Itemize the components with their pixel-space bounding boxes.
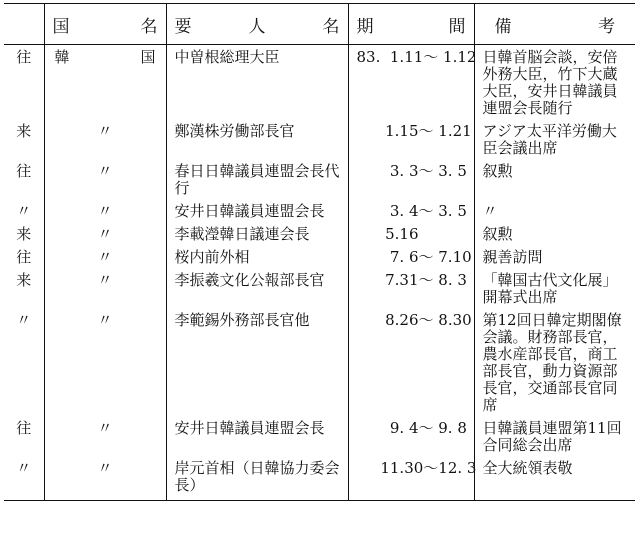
table-row	[4, 119, 635, 159]
country-cell: 〃	[44, 268, 166, 308]
header-person-char: 要	[174, 16, 192, 37]
person-cell: 鄭漢株労働部長官	[166, 119, 348, 159]
person-cell: 春日日韓議員連盟会長代行	[166, 159, 348, 199]
country-char: 韓	[54, 48, 70, 66]
country-cell: 〃	[44, 245, 166, 268]
period-cell: 3. 3～ 3. 5	[348, 159, 474, 199]
period-cell: 8.26～ 8.30	[348, 308, 474, 416]
period-cell: 11.30～12. 3	[348, 456, 474, 501]
country-char: 国	[140, 48, 156, 66]
person-cell: 李範錫外務部長官他	[166, 308, 348, 416]
direction-cell: 〃	[4, 456, 44, 501]
table-row	[4, 268, 635, 308]
header-period-char: 間	[448, 16, 466, 37]
country-cell: 〃	[44, 308, 166, 416]
person-cell: 中曽根総理大臣	[166, 45, 348, 120]
header-country-char: 名	[140, 16, 158, 37]
direction-cell: 〃	[16, 202, 32, 220]
table-row	[4, 222, 635, 245]
visits-table	[4, 3, 635, 533]
country-cell: 〃	[44, 159, 166, 199]
header-person-char: 名	[322, 16, 340, 37]
direction-cell: 来	[16, 271, 32, 289]
period-cell: 7. 6～ 7.10	[348, 245, 474, 268]
header-country-char: 国	[52, 16, 70, 37]
period-cell: 7.31～ 8. 3	[348, 268, 474, 308]
person-cell: 安井日韓議員連盟会長	[166, 199, 348, 222]
direction-cell: 往	[16, 419, 32, 437]
header-person-char: 人	[248, 16, 266, 37]
person-cell: 安井日韓議員連盟会長	[166, 416, 348, 456]
direction-cell: 来	[16, 225, 32, 243]
table-row	[4, 245, 635, 268]
table-row	[4, 416, 635, 456]
notes-cell: 日韓議員連盟第11回合同総会出席	[474, 416, 635, 456]
period-cell: 83. 1.11～ 1.12	[348, 45, 474, 120]
table-row	[4, 308, 635, 416]
notes-cell: 叙勲	[474, 159, 635, 199]
period-cell: 1.15～ 1.21	[348, 119, 474, 159]
country-cell: 〃	[44, 222, 166, 245]
country-cell: 〃	[44, 456, 166, 501]
country-cell: 〃	[44, 416, 166, 456]
direction-cell: 〃	[16, 311, 32, 329]
direction-cell: 往	[16, 162, 32, 180]
header-direction	[4, 4, 44, 45]
period-cell: 5.16	[348, 222, 474, 245]
notes-cell: 日韓首脳会談，安倍外務大臣，竹下大蔵大臣，安井日韓議員連盟会長随行	[474, 45, 635, 120]
header-country	[44, 4, 166, 45]
header-period	[348, 4, 474, 45]
period-cell: 9. 4～ 9. 8	[348, 416, 474, 456]
notes-cell: 第12回日韓定期閣僚会議。財務部長官，農水産部長官，商工部長官，動力資源部長官，交通部長官同席	[474, 308, 635, 416]
person-cell: 李載瀅韓日議連会長	[166, 222, 348, 245]
person-cell: 岸元首相（日韓協力委会長）	[166, 456, 348, 501]
table-row	[4, 456, 635, 501]
header-person	[166, 4, 348, 45]
notes-cell: 叙勲	[474, 222, 635, 245]
header-notes	[474, 4, 635, 45]
person-cell: 桜内前外相	[166, 245, 348, 268]
table-row	[4, 45, 635, 120]
header-row	[4, 4, 635, 45]
direction-cell: 往	[16, 248, 32, 266]
table-body	[4, 45, 635, 501]
country-cell	[44, 45, 166, 120]
header-period-char: 期	[356, 16, 374, 37]
notes-cell: 「韓国古代文化展」開幕式出席	[474, 268, 635, 308]
visits-grid	[4, 3, 635, 501]
header-notes-char: 備	[494, 16, 512, 37]
country-cell: 〃	[44, 119, 166, 159]
direction-cell: 往	[16, 48, 32, 66]
person-cell: 李振羲文化公報部長官	[166, 268, 348, 308]
table-row	[4, 159, 635, 199]
country-cell: 〃	[44, 199, 166, 222]
table-row	[4, 199, 635, 222]
notes-cell: 親善訪問	[474, 245, 635, 268]
notes-cell: 〃	[474, 199, 635, 222]
period-cell: 3. 4～ 3. 5	[348, 199, 474, 222]
notes-cell: アジア太平洋労働大臣会議出席	[474, 119, 635, 159]
header-notes-char: 考	[598, 16, 615, 37]
notes-cell: 全大統領表敬	[474, 456, 635, 501]
direction-cell: 来	[16, 122, 32, 140]
